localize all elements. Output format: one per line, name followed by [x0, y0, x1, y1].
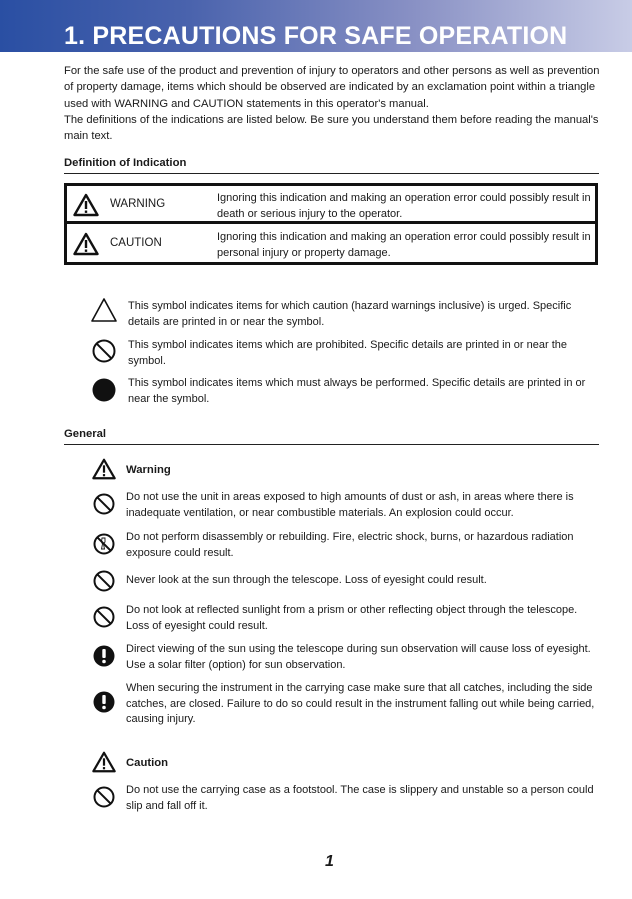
intro-paragraph-2: The definitions of the indications are listed below. Be sure you understand them before reading the manual's main text.: [64, 113, 599, 143]
warning-triangle-icon: [92, 457, 116, 481]
general-heading: General: [64, 428, 599, 445]
warning-item-text: When securing the instrument in the carrying case make sure that all catches, including the side catches, are closed. Failure to do so could result in the instrument falling out while being carried, causing injury.: [126, 682, 595, 725]
definition-table: [64, 183, 598, 265]
warning-heading: Warning: [126, 464, 171, 476]
warning-item-text: Do not use the unit in areas exposed to high amounts of dust or ash, in areas where there is inadequate ventilation, or near combustible materials. An explosion could occur.: [126, 491, 574, 519]
page-number: 1: [325, 853, 334, 870]
intro-text: [64, 63, 604, 144]
definition-text: Ignoring this indication and making an operation error could possibly result in personal injury or property damage.: [217, 231, 591, 259]
definition-row-caution: [67, 225, 595, 263]
symbol-description: This symbol indicates items which are prohibited. Specific details are printed in or near the symbol.: [128, 339, 567, 367]
definition-text: Ignoring this indication and making an operation error could possibly result in death or serious injury to the operator.: [217, 192, 591, 220]
header-banner: [0, 0, 632, 52]
caution-heading: Caution: [126, 757, 169, 769]
warning-triangle-icon: [92, 750, 116, 774]
hollow-triangle-icon: [90, 296, 118, 324]
symbol-description: This symbol indicates items for which caution (hazard warnings inclusive) is urged. Specific details are printed in or near the symbol.: [128, 300, 572, 328]
symbol-description: This symbol indicates items which must always be performed. Specific details are printed in or near the symbol.: [128, 377, 586, 405]
intro-paragraph-1: For the safe use of the product and prevention of injury to operators and other persons as well as prevention of property damage, items which should be observed are indicated by an exclamation point within a triangle used with WARNING and CAUTION statements in this operator's manual.: [64, 65, 600, 110]
filled-circle-icon: [90, 376, 118, 404]
warning-triangle-icon: [73, 232, 99, 256]
prohibited-icon: [92, 605, 116, 629]
prohibited-icon: [92, 492, 116, 516]
definition-label: WARNING: [110, 198, 166, 210]
definition-row-warning: [67, 186, 595, 224]
prohibited-icon: [90, 337, 118, 365]
prohibited-icon: [92, 569, 116, 593]
no-disassembly-icon: [92, 532, 116, 556]
definition-label: CAUTION: [110, 237, 162, 249]
definition-heading: Definition of Indication: [64, 157, 599, 174]
mandatory-exclamation-icon: [92, 644, 116, 668]
prohibited-icon: [92, 785, 116, 809]
page-title: 1. PRECAUTIONS FOR SAFE OPERATION: [64, 22, 568, 50]
caution-item-text: Do not use the carrying case as a footstool. The case is slippery and unstable so a person could slip and fall off it.: [126, 784, 594, 812]
warning-triangle-icon: [73, 193, 99, 217]
warning-item-text: Direct viewing of the sun using the telescope during sun observation will cause loss of eyesight. Use a solar filter (option) for sun observation.: [126, 643, 591, 671]
warning-item-text: Do not perform disassembly or rebuilding. Fire, electric shock, burns, or hazardous radiation exposure could result.: [126, 531, 574, 559]
warning-item-text: Never look at the sun through the telescope. Loss of eyesight could result.: [126, 574, 487, 586]
warning-item-text: Do not look at reflected sunlight from a prism or other reflecting object through the telescope. Loss of eyesight could result.: [126, 604, 578, 632]
mandatory-exclamation-icon: [92, 690, 116, 714]
